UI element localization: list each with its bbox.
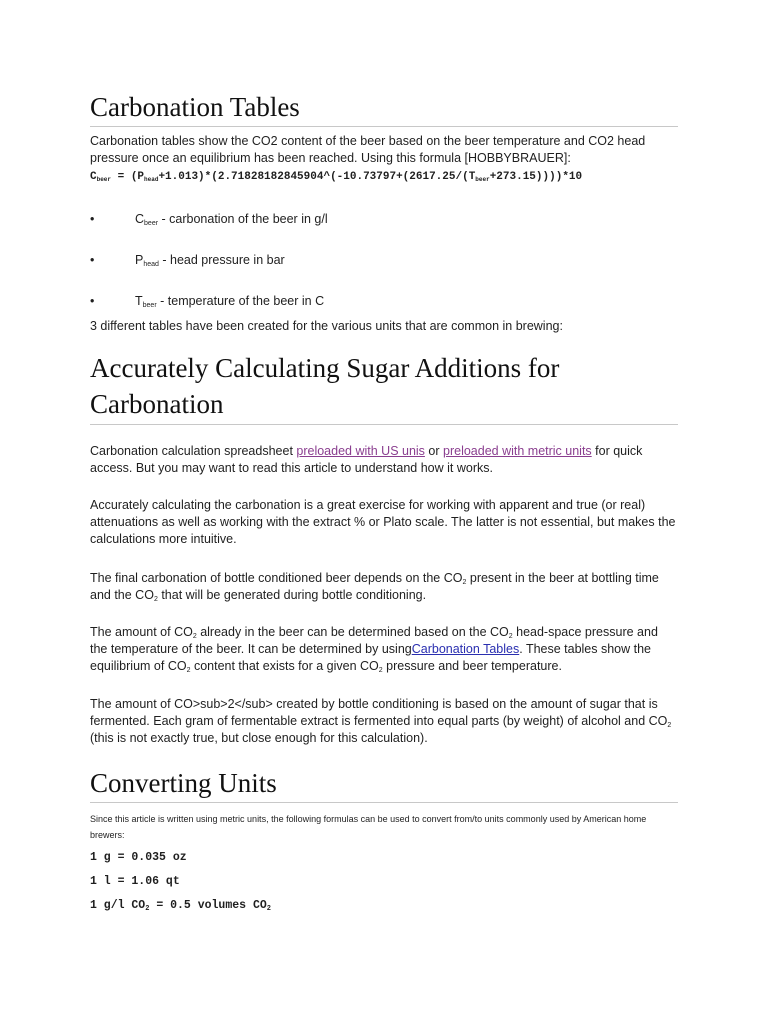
bullet-text: [135, 293, 324, 309]
subscript-two: 2: [186, 667, 191, 674]
carbonation-tables-link[interactable]: Carbonation Tables: [411, 642, 520, 656]
text-segment: 1 g/l CO: [90, 899, 146, 912]
text-segment: The final carbonation of bottle conditioned beer depends on the CO: [90, 571, 463, 585]
formula-part2: +1.013)*(2.71828182845904^(-10.73797+(2617.25/(T: [158, 171, 476, 183]
formula-c: C: [90, 171, 97, 183]
bullet-subscript: beer: [142, 302, 157, 309]
bullet-description: - temperature of the beer in C: [156, 294, 325, 308]
bullet-symbol: T: [135, 294, 143, 308]
subscript-two: 2: [266, 905, 271, 913]
text-segment: head-space pressure and the temperature of the beer. It can be determined by using: [90, 625, 658, 656]
bullet-description: - head pressure in bar: [158, 253, 285, 267]
text-segment: that will be generated during bottle conditioning.: [157, 588, 427, 602]
attenuation-paragraph: Accurately calculating the carbonation is a great exercise for working with apparent and true (or real) attenuations as well as working with the extract % or Plato scale. The latter is not essential, but makes the calculations more intuitive.: [90, 498, 676, 546]
subscript-two: 2: [153, 596, 158, 603]
carbonation-formula: [90, 171, 678, 183]
formula-t-sub: beer: [475, 176, 490, 183]
subscript-two: 2: [192, 633, 197, 640]
bullet-subscript: head: [143, 261, 159, 268]
final-carbonation-paragraph: [90, 570, 678, 604]
bullet-text: [135, 211, 328, 227]
bullet-icon: •: [90, 253, 95, 267]
text-segment: pressure and beer temperature.: [382, 659, 562, 673]
formula-c-sub: beer: [96, 176, 112, 183]
equation-grams: 1 g = 0.035 oz: [90, 851, 187, 864]
equation-liters: 1 l = 1.06 qt: [90, 875, 180, 888]
spreadsheet-text-after: for quick access. But you may want to read this article to understand how it works.: [90, 444, 643, 475]
equation-co2: [90, 899, 271, 912]
text-segment: . These tables show the equilibrium of CO: [90, 642, 652, 673]
bullet-symbol: C: [135, 212, 145, 226]
subscript-two: 2: [508, 633, 513, 640]
heading-converting-units: Converting Units: [90, 766, 678, 803]
carbonation-intro: Carbonation tables show the CO2 content of the beer based on the beer temperature and CO2 head pressure once an equilibrium has been reached. Using this formula [HOBBYBRAUER]:: [90, 134, 646, 165]
text-segment: content that exists for a given CO: [190, 659, 379, 673]
formula-part1: = (P: [111, 171, 145, 183]
converting-note: Since this article is written using metric units, the following formulas can be used to convert from/to units commonly used by American home brewers:: [90, 814, 647, 840]
metric-units-link[interactable]: preloaded with metric units: [443, 444, 592, 458]
subscript-two: 2: [378, 667, 383, 674]
subscript-two: 2: [145, 905, 150, 913]
text-segment: The amount of CO: [90, 625, 193, 639]
bottle-conditioning-paragraph: [90, 696, 678, 747]
bullet-symbol: P: [135, 253, 144, 267]
us-units-link[interactable]: preloaded with US unis: [296, 444, 425, 458]
bullet-subscript: beer: [144, 220, 159, 227]
text-segment: present in the beer at bottling time and the CO: [90, 571, 659, 602]
tables-note: 3 different tables have been created for the various units that are common in brewing:: [90, 319, 563, 333]
bullet-icon: •: [90, 212, 95, 226]
bullet-description: - carbonation of the beer in g/l: [158, 212, 328, 226]
subscript-two: 2: [462, 579, 467, 586]
spreadsheet-text-mid: or: [424, 444, 443, 458]
co2-amount-paragraph: [90, 624, 678, 675]
spreadsheet-paragraph: [90, 443, 678, 477]
spreadsheet-text-before: Carbonation calculation spreadsheet: [90, 444, 297, 458]
text-segment: (this is not exactly true, but close enough for this calculation).: [90, 731, 428, 745]
text-segment: The amount of CO>sub>2</sub> created by bottle conditioning is based on the amount of sugar that is fermented. Each gram of fermentable extract is fermented into equal parts (by weight) of alcohol and CO: [90, 697, 668, 728]
bullet-text: [135, 252, 285, 268]
heading-carbonation-tables: Carbonation Tables: [90, 90, 678, 127]
formula-part3: +273.15))))*10: [489, 171, 583, 183]
text-segment: already in the beer can be determined based on the CO: [196, 625, 509, 639]
subscript-two: 2: [667, 722, 672, 729]
heading-sugar-additions: Accurately Calculating Sugar Additions for Carbonation: [90, 350, 678, 425]
bullet-icon: •: [90, 294, 95, 308]
text-segment: = 0.5 volumes CO: [149, 899, 267, 912]
formula-p-sub: head: [144, 176, 159, 183]
